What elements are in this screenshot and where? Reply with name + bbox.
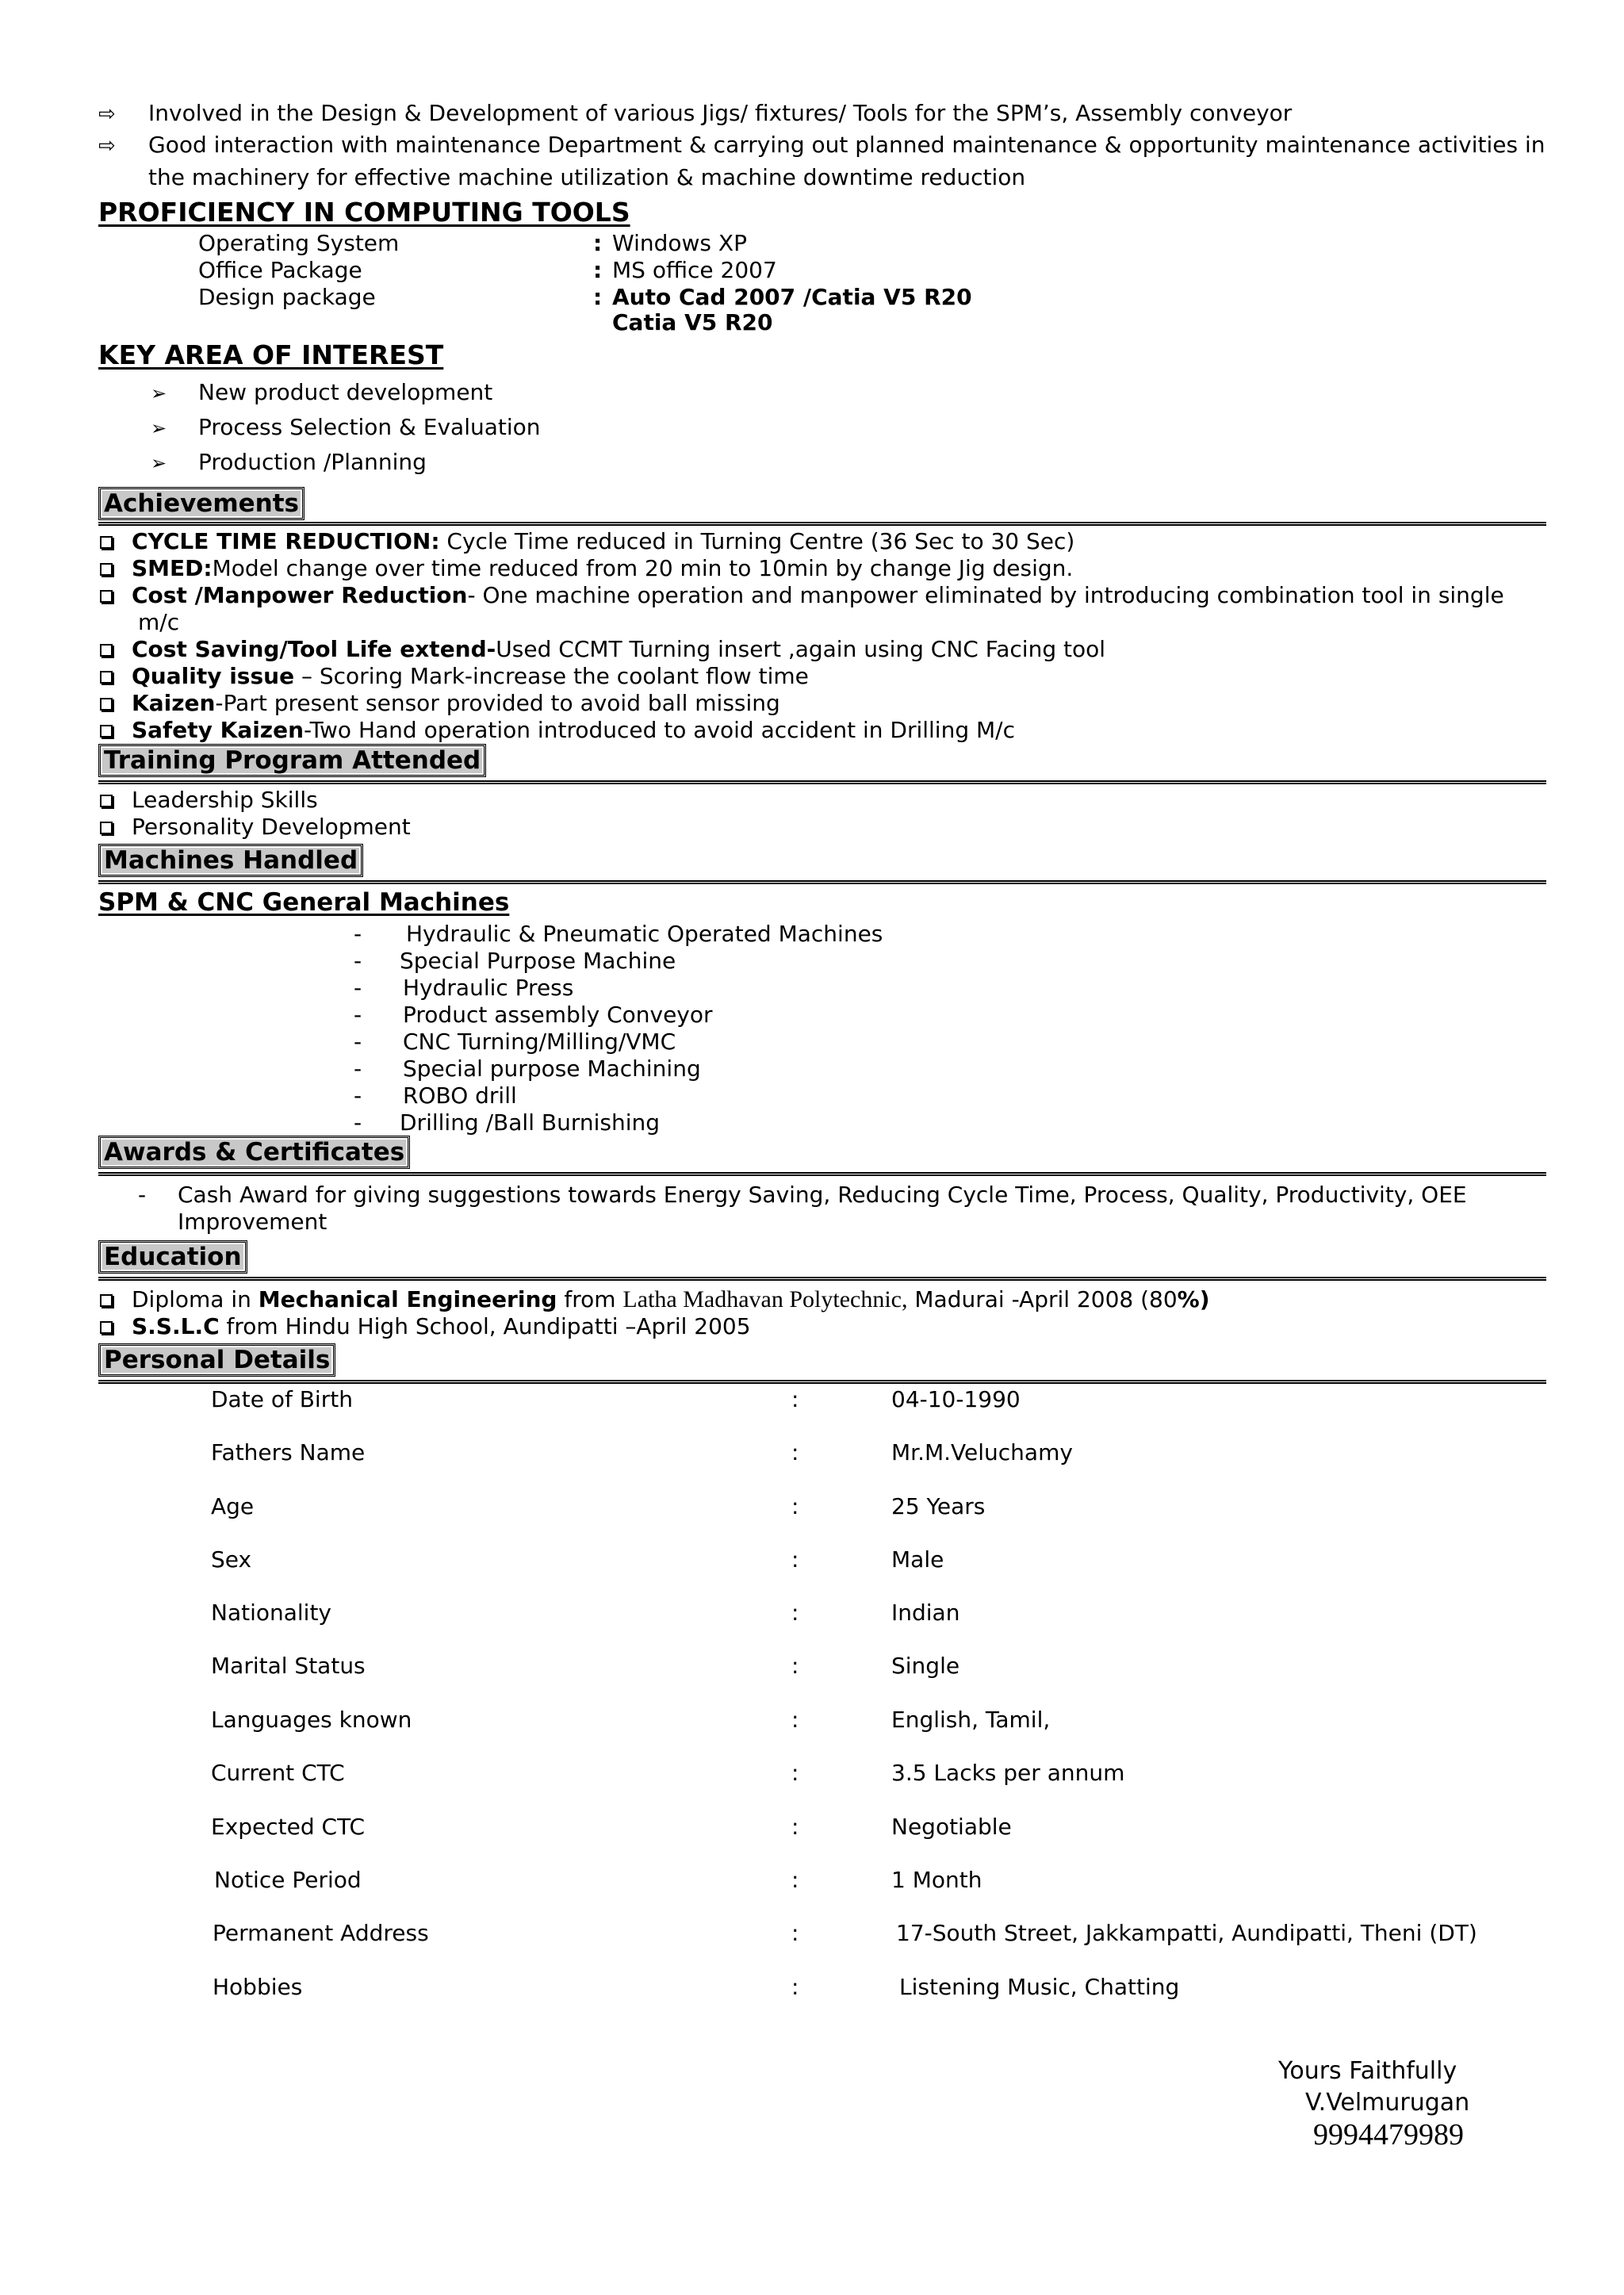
- intro-bullet-2: [98, 132, 1545, 159]
- personal-colon: :: [791, 1814, 799, 1840]
- section-divider: [98, 1380, 1546, 1384]
- arrowhead-bullet-icon: ➢: [151, 452, 167, 474]
- personal-colon: :: [791, 1386, 799, 1412]
- personal-label: Age: [211, 1493, 255, 1519]
- personal-label: Expected CTC: [211, 1814, 366, 1840]
- section-divider: [98, 780, 1546, 784]
- personal-label: Sex: [211, 1546, 252, 1573]
- personal-value: Indian: [891, 1600, 960, 1626]
- checkbox-bullet-icon: [100, 725, 113, 738]
- personal-colon: :: [791, 1974, 799, 2000]
- proficiency-colon: :: [593, 257, 603, 283]
- section-divider: [98, 1172, 1546, 1176]
- arrowhead-bullet-icon: ➢: [151, 417, 167, 439]
- machine-item: - Special Purpose Machine: [354, 948, 676, 974]
- hollow-arrow-icon: ⇨: [98, 102, 116, 126]
- interest-item: [151, 414, 541, 442]
- personal-label: Nationality: [211, 1600, 332, 1626]
- achievement-continuation: m/c: [138, 609, 180, 635]
- machine-item: - Drilling /Ball Burnishing: [354, 1109, 661, 1136]
- proficiency-label: Office Package: [198, 257, 362, 283]
- award-text: Cash Award for giving suggestions towards Energy Saving, Reducing Cycle Time, Process, Quality, Productivity, OEE: [178, 1182, 1467, 1208]
- machine-item: - Hydraulic & Pneumatic Operated Machines: [354, 921, 883, 947]
- machine-item: - Hydraulic Press: [354, 975, 574, 1001]
- signature-phone: 9994479989: [1313, 2118, 1464, 2151]
- interest-item: [151, 449, 427, 477]
- personal-label: Fathers Name: [211, 1439, 366, 1466]
- personal-value: Negotiable: [891, 1814, 1012, 1840]
- checkbox-bullet-icon: [100, 1294, 113, 1307]
- personal-label: Languages known: [211, 1707, 412, 1733]
- education-item-sslc: S.S.L.C from Hindu High School, Aundipatti –April 2005: [100, 1313, 751, 1340]
- personal-value: English, Tamil,: [891, 1707, 1051, 1733]
- achievement-item: Cost /Manpower Reduction- One machine operation and manpower eliminated by introducing combination tool in single: [100, 582, 1504, 609]
- intro-bullet-1: [98, 100, 1293, 128]
- interest-item: [151, 379, 493, 407]
- intro-bullet-text: Involved in the Design & Development of various Jigs/ fixtures/ Tools for the SPM’s, Assembly conveyor: [148, 100, 1293, 126]
- checkbox-bullet-icon: [100, 563, 113, 576]
- machine-item: - Special purpose Machining: [354, 1056, 701, 1082]
- personal-value: Single: [891, 1653, 960, 1679]
- intro-bullet-continuation: the machinery for effective machine utilization & machine downtime reduction: [148, 164, 1026, 190]
- personal-colon: :: [791, 1760, 799, 1786]
- hollow-arrow-icon: ⇨: [98, 134, 116, 158]
- personal-label: Marital Status: [211, 1653, 366, 1679]
- interest-item-text: New product development: [198, 379, 493, 405]
- personal-colon: :: [791, 1600, 799, 1626]
- personal-value: 25 Years: [891, 1493, 986, 1519]
- machines-subheading: SPM & CNC General Machines: [98, 888, 510, 917]
- interest-item-text: Process Selection & Evaluation: [198, 414, 541, 440]
- achievement-item: Kaizen-Part present sensor provided to avoid ball missing: [100, 690, 780, 717]
- proficiency-label: Operating System: [198, 230, 400, 256]
- education-item-diploma: Diploma in Mechanical Engineering from Latha Madhavan Polytechnic, Madurai -April 2008 (80%): [100, 1286, 1210, 1313]
- machines-heading: Machines Handled: [98, 844, 363, 877]
- personal-value: Male: [891, 1546, 944, 1573]
- proficiency-label: Design package: [198, 284, 376, 310]
- signature-name: V.Velmurugan: [1305, 2089, 1470, 2117]
- education-heading: Education: [98, 1240, 247, 1274]
- personal-colon: :: [791, 1867, 799, 1893]
- personal-colon: :: [791, 1920, 799, 1946]
- personal-colon: :: [791, 1546, 799, 1573]
- training-heading: Training Program Attended: [98, 744, 486, 777]
- section-divider: [98, 522, 1546, 526]
- proficiency-extra-value: Catia V5 R20: [612, 309, 773, 335]
- proficiency-value: MS office 2007: [612, 257, 777, 283]
- section-divider: [98, 880, 1546, 884]
- machine-item: - CNC Turning/Milling/VMC: [354, 1029, 676, 1055]
- checkbox-bullet-icon: [100, 536, 113, 549]
- proficiency-value: Auto Cad 2007 /Catia V5 R20: [612, 284, 972, 310]
- proficiency-heading: PROFICIENCY IN COMPUTING TOOLS: [98, 197, 630, 228]
- awards-heading: Awards & Certificates: [98, 1136, 410, 1169]
- checkbox-bullet-icon: [100, 795, 113, 807]
- personal-value: 04-10-1990: [891, 1386, 1021, 1412]
- checkbox-bullet-icon: [100, 698, 113, 711]
- machine-item: - ROBO drill: [354, 1082, 517, 1109]
- personal-label: Current CTC: [211, 1760, 345, 1786]
- proficiency-colon: :: [593, 230, 603, 256]
- personal-colon: :: [791, 1653, 799, 1679]
- award-text-continuation: Improvement: [178, 1209, 327, 1235]
- checkbox-bullet-icon: [100, 1321, 113, 1334]
- proficiency-colon: :: [593, 284, 603, 310]
- achievement-item: Quality issue – Scoring Mark-increase the coolant flow time: [100, 663, 809, 690]
- personal-label: Hobbies: [213, 1974, 303, 2000]
- achievement-item: SMED:Model change over time reduced from 20 min to 10min by change Jig design.: [100, 555, 1073, 582]
- personal-value: 1 Month: [891, 1867, 982, 1893]
- personal-label: Permanent Address: [213, 1920, 429, 1946]
- interest-heading: KEY AREA OF INTEREST: [98, 339, 444, 370]
- training-item: Personality Development: [100, 814, 411, 841]
- personal-heading: Personal Details: [98, 1343, 335, 1377]
- checkbox-bullet-icon: [100, 590, 113, 603]
- section-divider: [98, 1277, 1546, 1281]
- achievement-item: CYCLE TIME REDUCTION: Cycle Time reduced in Turning Centre (36 Sec to 30 Sec): [100, 528, 1074, 555]
- personal-colon: :: [791, 1493, 799, 1519]
- personal-colon: :: [791, 1439, 799, 1466]
- training-item: Leadership Skills: [100, 787, 318, 814]
- personal-value: Listening Music, Chatting: [899, 1974, 1180, 2000]
- checkbox-bullet-icon: [100, 644, 113, 657]
- personal-colon: :: [791, 1707, 799, 1733]
- intro-bullet-text: Good interaction with maintenance Department & carrying out planned maintenance & opportunity maintenance activities in: [148, 132, 1545, 158]
- personal-label: Date of Birth: [211, 1386, 353, 1412]
- award-dash: -: [138, 1182, 147, 1208]
- interest-item-text: Production /Planning: [198, 449, 427, 475]
- signature-closing: Yours Faithfully: [1278, 2057, 1457, 2085]
- checkbox-bullet-icon: [100, 822, 113, 834]
- personal-value: 17-South Street, Jakkampatti, Aundipatti, Theni (DT): [896, 1920, 1477, 1946]
- personal-value: Mr.M.Veluchamy: [891, 1439, 1073, 1466]
- personal-label: Notice Period: [214, 1867, 362, 1893]
- checkbox-bullet-icon: [100, 671, 113, 684]
- achievement-item: Safety Kaizen-Two Hand operation introduced to avoid accident in Drilling M/c: [100, 717, 1015, 744]
- proficiency-value: Windows XP: [612, 230, 747, 256]
- arrowhead-bullet-icon: ➢: [151, 382, 167, 404]
- personal-value: 3.5 Lacks per annum: [891, 1760, 1125, 1786]
- achievements-heading: Achievements: [98, 487, 304, 520]
- achievement-item: Cost Saving/Tool Life extend-Used CCMT Turning insert ,again using CNC Facing tool: [100, 636, 1105, 663]
- machine-item: - Product assembly Conveyor: [354, 1002, 713, 1028]
